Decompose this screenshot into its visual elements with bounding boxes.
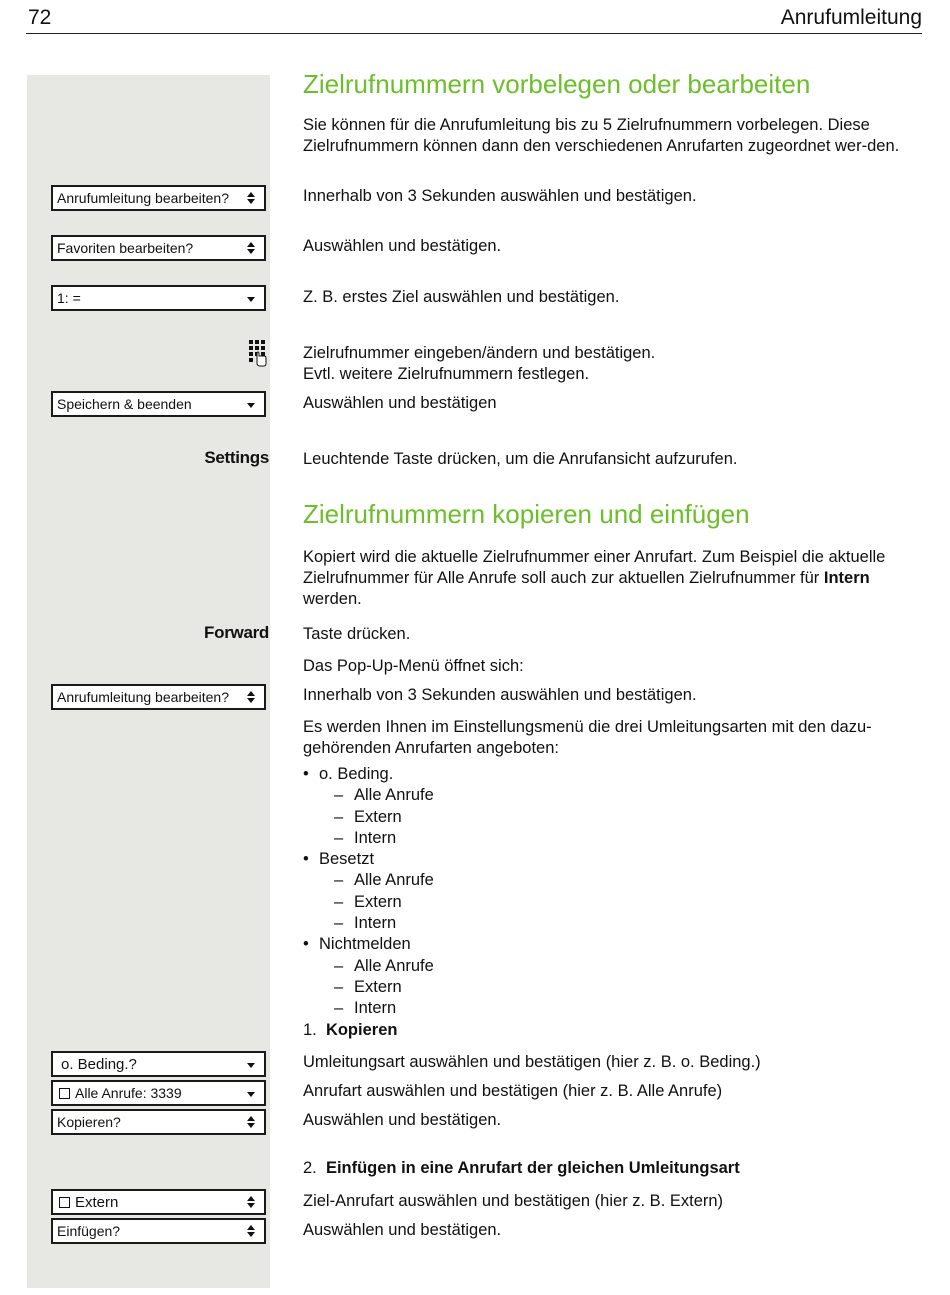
step-text: Auswählen und bestätigen. [303,1111,502,1129]
bullet: • [303,850,309,869]
up-down-arrow-icon [246,1191,256,1213]
step-text: Innerhalb von 3 Sekunden auswählen und bestätigen. [303,187,697,205]
list-item [303,828,434,849]
step-text: Taste drücken. [303,625,411,643]
menu-item-label: 1: = [57,290,81,306]
dash: – [334,807,344,826]
list-item [303,956,434,977]
running-header-title: Anrufumleitung [780,6,922,29]
step-text: Das Pop-Up-Menü öffnet sich: [303,657,524,675]
menu-item-label: Anrufumleitung bearbeiten? [57,689,230,705]
menu-item-anrufumleitung-bearbeiten-2[interactable] [51,684,266,710]
page-number: 72 [28,6,52,29]
section-heading: Zielrufnummern kopieren und einfügen [303,499,750,529]
copy-intro-paragraph [303,547,923,610]
call-type-label: Alle Anrufe [354,956,434,975]
menu-item-o-beding[interactable] [51,1051,266,1077]
copy-intro-text: Kopiert wird die aktuelle Zielrufnummer einer Anrufart. Zum Beispiel die aktuelle Zielrufnummer für Alle Anrufe soll auch zur aktuellen Zielrufnummer für [303,548,886,587]
down-arrow-icon [246,1053,256,1075]
step-text: Leuchtende Taste drücken, um die Anrufansicht aufzurufen. [303,450,738,468]
call-type-label: Alle Anrufe [354,786,434,805]
header-divider [26,33,922,34]
step-text: Z. B. erstes Ziel auswählen und bestätigen. [303,288,620,306]
list-item [303,807,434,828]
forward-types-list [303,764,434,1020]
list-item [303,870,434,891]
copy-intro-bold: Intern [823,569,870,587]
menu-item-extern[interactable] [51,1189,266,1215]
menu-item-label: o. Beding.? [61,1056,137,1073]
forward-type-label: o. Beding. [319,765,394,783]
step-text: Ziel-Anrufart auswählen und bestätigen (hier z. B. Extern) [303,1192,724,1210]
list-item [303,785,434,806]
menu-item-label: Kopieren? [57,1114,121,1130]
dash: – [334,956,344,975]
step-number: 2. [303,1159,317,1177]
dash: – [334,977,344,996]
intro-paragraph: Sie können für die Anrufumleitung bis zu 5 Zielrufnummern vorbelegen. Diese Zielrufnummern können dann den verschiedenen Anrufarten zugeordnet wer-den. [303,116,900,155]
step-text: Anrufart auswählen und bestätigen (hier z. B. Alle Anrufe) [303,1082,723,1100]
up-down-arrow-icon [246,1220,256,1242]
checkbox-icon [59,1088,70,1099]
menu-item-speichern-beenden[interactable] [51,391,266,417]
step-text: Umleitungsart auswählen und bestätigen (hier z. B. o. Beding.) [303,1053,761,1071]
menu-item-label: Favoriten bearbeiten? [57,240,194,256]
bullet: • [303,935,309,954]
dash: – [334,786,344,805]
list-item [303,913,434,934]
menu-item-favoriten-bearbeiten[interactable] [51,235,266,261]
call-type-label: Extern [354,807,402,826]
forward-type-label: Besetzt [319,850,375,869]
settings-key-label[interactable]: Settings [204,448,269,467]
menu-item-label: Speichern & beenden [57,396,192,412]
menu-item-einfuegen[interactable] [51,1218,266,1244]
step-text: Auswählen und bestätigen [303,394,497,412]
list-item [303,849,434,870]
step-number: 1. [303,1021,317,1039]
call-type-label: Intern [354,914,397,933]
down-arrow-icon [246,393,256,415]
step-title: Kopieren [325,1021,398,1039]
step-text: Auswählen und bestätigen. [303,237,502,255]
menu-item-ziel-1[interactable] [51,285,266,311]
up-down-arrow-icon [246,1111,256,1133]
call-type-label: Alle Anrufe [354,871,434,890]
keypad-icon [248,339,268,367]
menu-item-alle-anrufe[interactable] [51,1080,266,1106]
section-heading: Zielrufnummern vorbelegen oder bearbeiten [303,69,811,99]
step-title: Einfügen in eine Anrufart der gleichen Umleitungsart [325,1159,740,1177]
call-type-label: Extern [354,977,402,996]
step-text: Zielrufnummer eingeben/ändern und bestätigen. [303,344,656,362]
bullet: • [303,765,309,783]
dash: – [334,914,344,933]
step-text: Evtl. weitere Zielrufnummern festlegen. [303,365,590,383]
numbered-step-heading [303,1158,923,1179]
menu-offer-paragraph: Es werden Ihnen im Einstellungsmenü die drei Umleitungsarten mit den dazu-gehörenden Anrufarten angeboten: [303,718,872,757]
up-down-arrow-icon [246,237,256,259]
menu-item-label: Anrufumleitung bearbeiten? [57,190,230,206]
copy-intro-text-end: werden. [303,590,362,608]
down-arrow-icon [246,1082,256,1104]
list-item [303,998,434,1019]
menu-item-label: Extern [75,1194,119,1211]
list-item [303,977,434,998]
dash: – [334,871,344,890]
menu-item-kopieren[interactable] [51,1109,266,1135]
step-text: Innerhalb von 3 Sekunden auswählen und bestätigen. [303,686,697,704]
list-item [303,764,434,785]
up-down-arrow-icon [246,686,256,708]
up-down-arrow-icon [246,187,256,209]
step-text: Auswählen und bestätigen. [303,1221,502,1239]
numbered-step-heading [303,1020,923,1041]
call-type-label: Intern [354,828,397,847]
forward-key-label[interactable]: Forward [204,623,269,642]
call-type-label: Intern [354,999,397,1018]
forward-type-label: Nichtmelden [319,935,411,954]
dash: – [334,999,344,1018]
menu-item-anrufumleitung-bearbeiten[interactable] [51,185,266,211]
menu-item-label: Einfügen? [57,1223,121,1239]
checkbox-icon [59,1197,70,1208]
dash: – [334,828,344,847]
list-item [303,892,434,913]
dash: – [334,892,344,911]
menu-item-label: Alle Anrufe: 3339 [75,1085,182,1101]
list-item [303,934,434,955]
down-arrow-icon [246,287,256,309]
call-type-label: Extern [354,892,402,911]
